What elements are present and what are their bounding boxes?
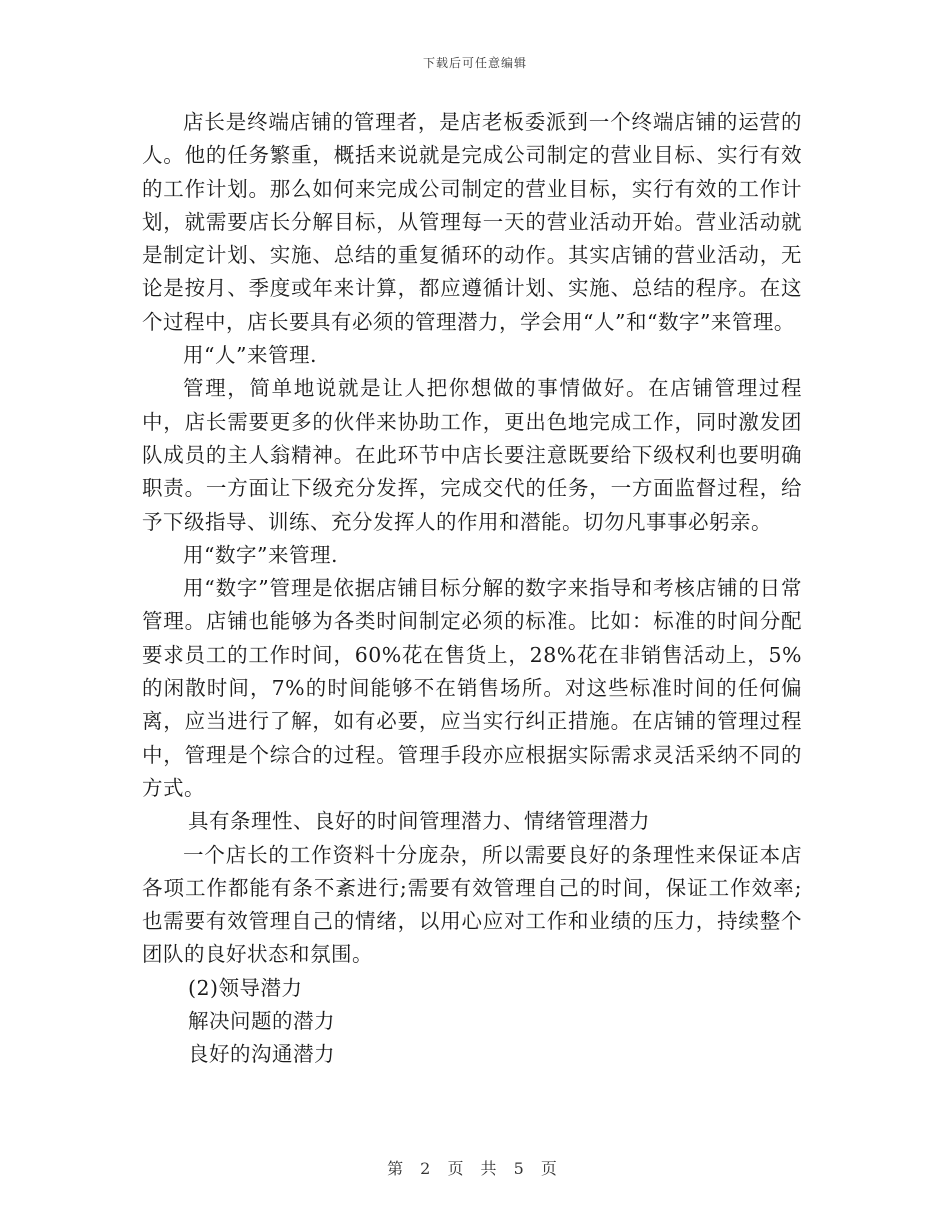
subheading-problem-solving: 解决问题的潜力: [188, 1009, 335, 1034]
subheading-manage-by-people: 用“人”来管理.: [183, 343, 317, 368]
page-header: 下载后可任意编辑: [422, 56, 527, 70]
paragraph-people-management: 管理，简单地说就是让人把你想做的事情做好。在店铺管理过程中，店长需要更多的伙伴来协助工作，更出色地完成工作，同时激发团队成员的主人翁精神。在此环节中店长要注意既要给下级权利也要明确职责。一方面让下级充分发挥，完成交代的任务，一方面监督过程，给予下级指导、训练、充分发挥人的作用和潜能。切勿凡事事必躬亲。: [142, 376, 802, 534]
paragraph-organization: 一个店长的工作资料十分庞杂，所以需要良好的条理性来保证本店各项工作都能有条不紊进行;需要有效管理自己的时间，保证工作效率;也需要有效管理自己的情绪，以用心应对工作和业绩的压力，持续整个团队的良好状态和氛围。: [142, 842, 802, 967]
subheading-communication: 良好的沟通潜力: [188, 1042, 335, 1067]
subheading-organization-skills: 具有条理性、良好的时间管理潜力、情绪管理潜力: [188, 809, 650, 834]
document-body: [142, 106, 802, 1072]
paragraph-numbers-management: 用“数字”管理是依据店铺目标分解的数字来指导和考核店铺的日常管理。店铺也能够为各类时间制定必须的标准。比如：标准的时间分配要求员工的工作时间，60%花在售货上，28%花在非销售活动上，5%的闲散时间，7%的时间能够不在销售场所。对这些标准时间的任何偏离，应当进行了解，如有必要，应当实行纠正措施。在店铺的管理过程中，管理是个综合的过程。管理手段亦应根据实际需求灵活采纳不同的方式。: [142, 576, 802, 800]
subheading-manage-by-numbers: 用“数字”来管理.: [183, 542, 338, 567]
subheading-leadership: (2)领导潜力: [188, 975, 303, 1000]
page-number: 第 2 页 共 5 页: [387, 1159, 563, 1178]
paragraph-intro: 店长是终端店铺的管理者，是店老板委派到一个终端店铺的运营的人。他的任务繁重，概括来说就是完成公司制定的营业目标、实行有效的工作计划。那么如何来完成公司制定的营业目标，实行有效的工作计划，就需要店长分解目标，从管理每一天的营业活动开始。营业活动就是制定计划、实施、总结的重复循环的动作。其实店铺的营业活动，无论是按月、季度或年来计算，都应遵循计划、实施、总结的程序。在这个过程中，店长要具有必须的管理潜力，学会用“人”和“数字”来管理。: [142, 110, 802, 334]
